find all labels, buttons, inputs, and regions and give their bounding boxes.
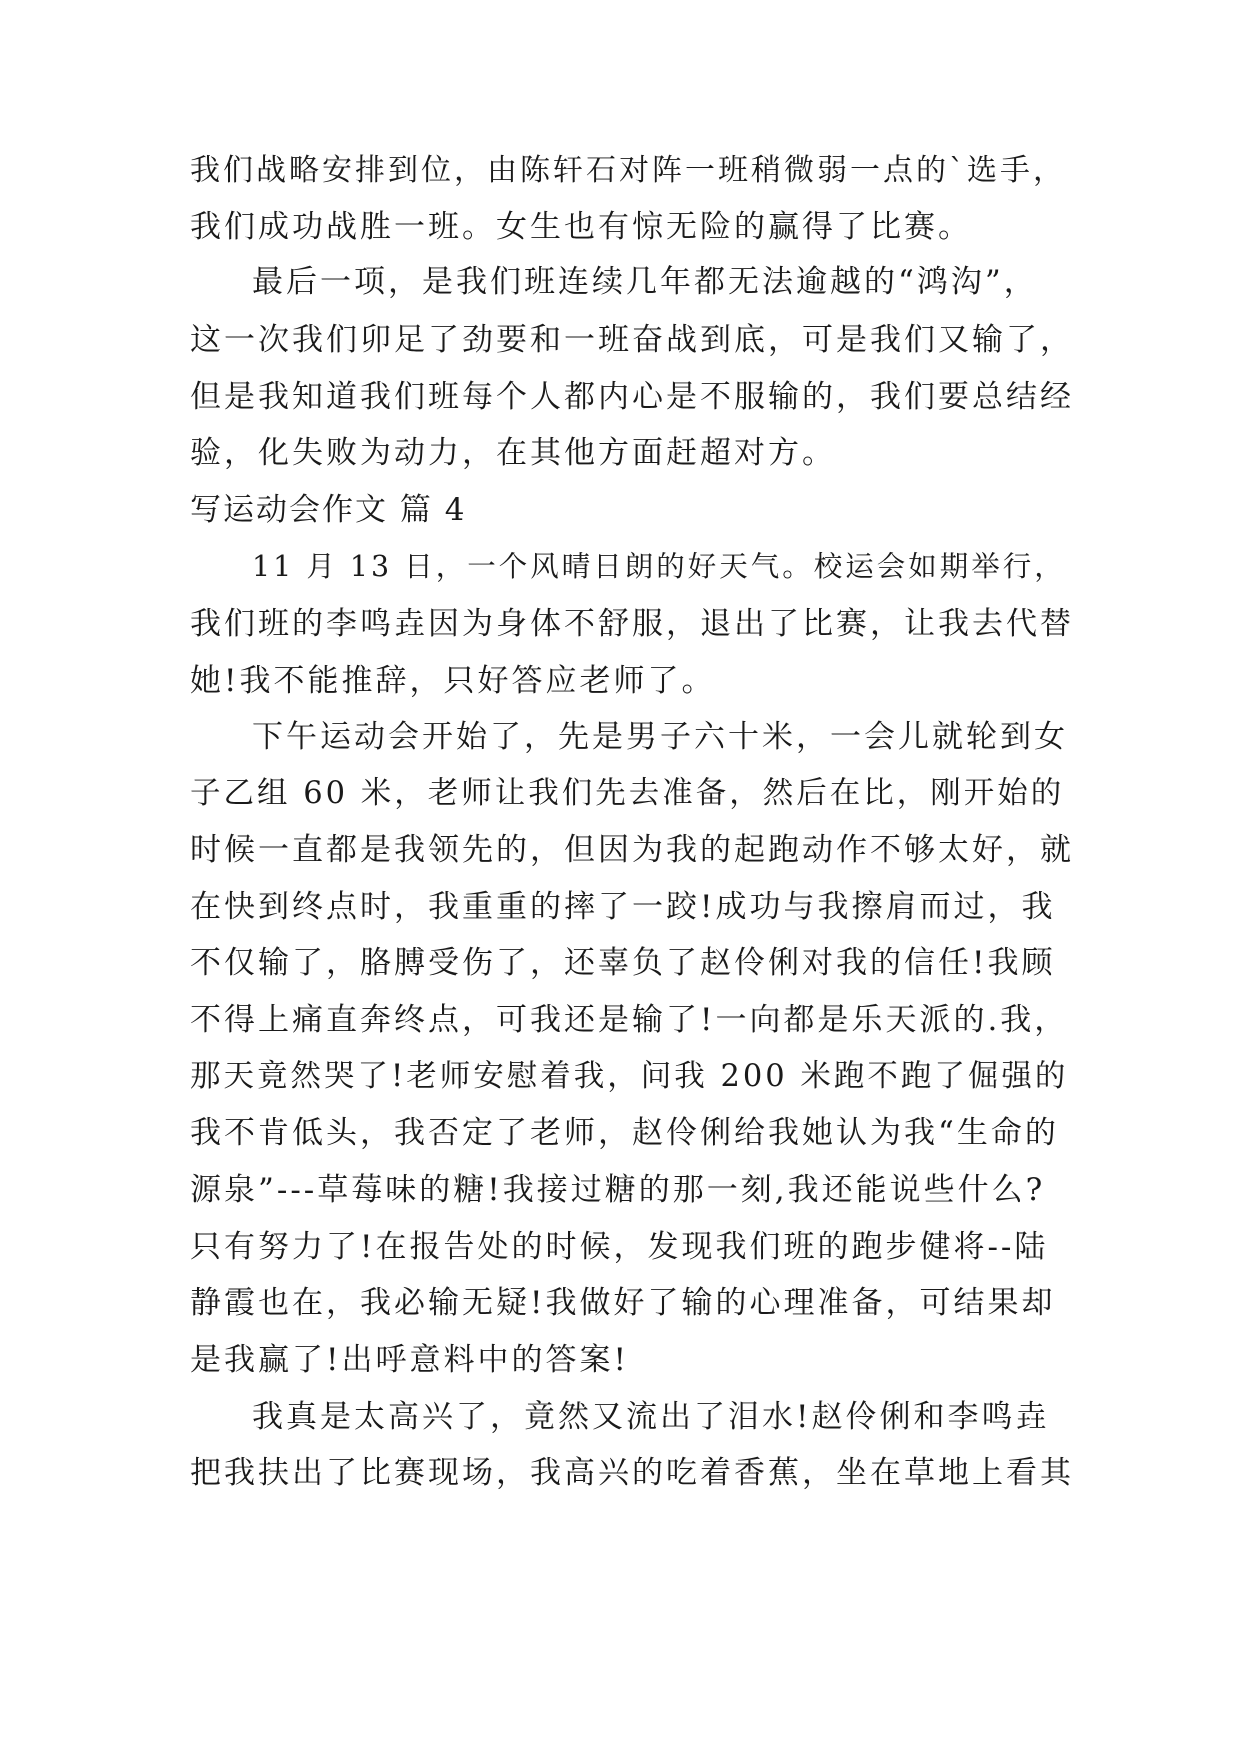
text-line: 是我赢了!出呼意料中的答案! [190,1342,629,1378]
text-line: 那天竟然哭了!老师安慰着我，问我 200 米跑不跑了倔强的 [190,1059,1069,1094]
text-line: 只有努力了!在报告处的时候，发现我们班的跑步健将--陆 [190,1229,1049,1265]
paragraph-start-line: 下午运动会开始了，先是男子六十米，一会儿就轮到女 [252,719,1068,755]
text-line: 静霞也在，我必输无疑!我做好了输的心理准备，可结果却 [190,1285,1056,1321]
text-line: 我们成功战胜一班。女生也有惊无险的赢得了比赛。 [190,209,972,245]
section-heading: 写运动会作文 篇 4 [190,492,467,528]
text-line: 我们战略安排到位，由陈轩石对阵一班稍微弱一点的`选手， [190,153,1066,188]
text-line: 验，化失败为动力，在其他方面赶超对方。 [190,435,836,471]
paragraph-start-line: 11 月 13 日，一个风晴日朗的好天气。校运会如期举行， [252,550,1066,583]
text-line: 子乙组 60 米，老师让我们先去准备，然后在比，刚开始的 [190,776,1065,811]
paragraph-start-line: 最后一项，是我们班连续几年都无法逾越的“鸿沟”， [252,264,1038,300]
text-line: 把我扶出了比赛现场，我高兴的吃着香蕉，坐在草地上看其 [190,1455,1074,1491]
paragraph-start-line: 我真是太高兴了，竟然又流出了泪水!赵伶俐和李鸣垚 [252,1399,1050,1435]
text-line: 我们班的李鸣垚因为身体不舒服，退出了比赛，让我去代替 [190,606,1074,642]
text-line: 时候一直都是我领先的，但因为我的起跑动作不够太好，就 [190,832,1074,868]
text-line: 她!我不能推辞，只好答应老师了。 [190,663,716,699]
text-line: 源泉”---草莓味的糖!我接过糖的那一刻,我还能说些什么? [190,1172,1046,1208]
text-line: 但是我知道我们班每个人都内心是不服输的，我们要总结经 [190,379,1074,415]
text-line: 我不肯低头，我否定了老师，赵伶俐给我她认为我“生命的 [190,1115,1059,1151]
text-line: 不仅输了，胳膊受伤了，还辜负了赵伶俐对我的信任!我顾 [190,945,1056,981]
text-line: 在快到终点时，我重重的摔了一跤!成功与我擦肩而过，我 [190,889,1056,925]
text-line: 这一次我们卯足了劲要和一班奋战到底，可是我们又输了， [190,322,1074,358]
text-line: 不得上痛直奔终点，可我还是输了!一向都是乐天派的.我， [190,1002,1069,1038]
